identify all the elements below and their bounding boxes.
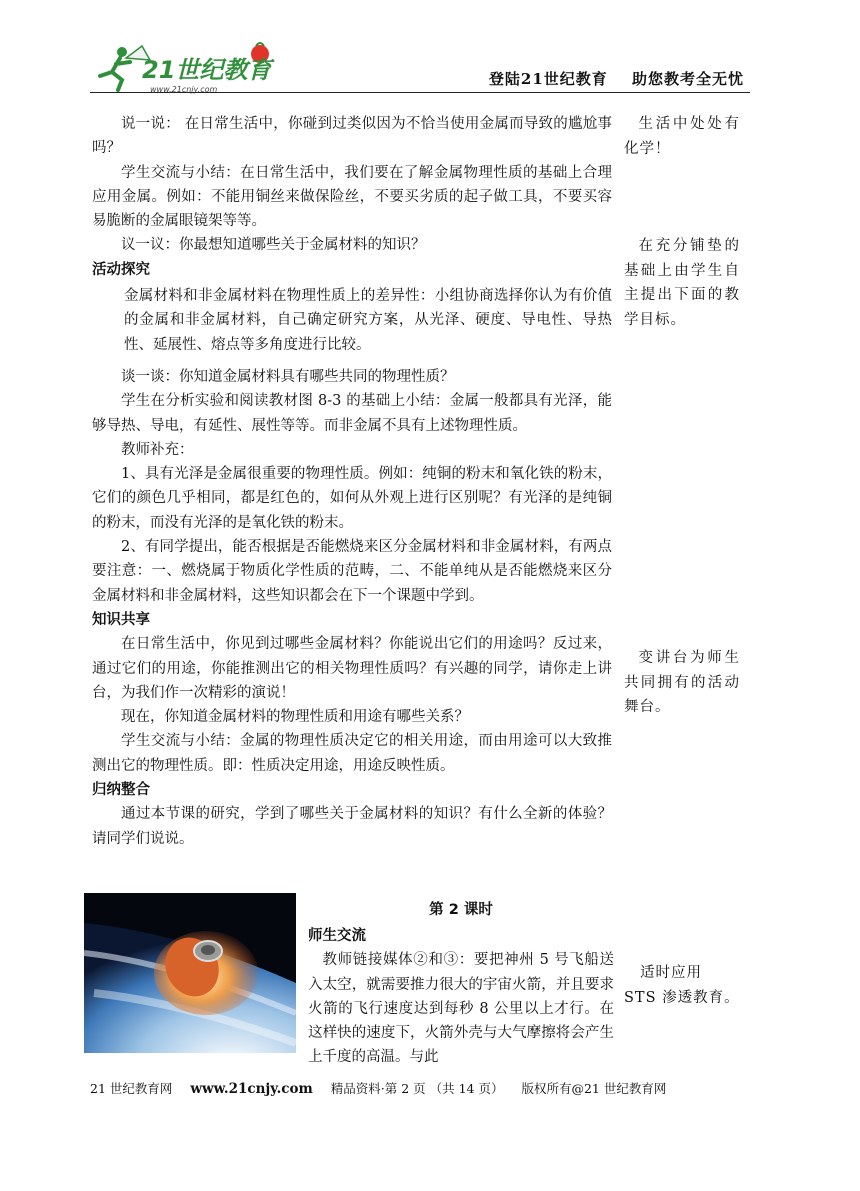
paragraph: 现在，你知道金属材料的物理性质和用途有哪些关系？ (121, 709, 469, 726)
logo-text: 21世纪教育 (142, 56, 272, 84)
paragraph: 谈一谈：你知道金属材料具有哪些共同的物理性质？ (121, 368, 455, 385)
paragraph: 在日常生活中，你见到过哪些金属材料？你能说出它们的用途吗？反过来，通过它们的用途，你能推测出它的相关物理性质吗？有兴趣的同学，请你走上讲台，为我们作一次精彩的演说！ (92, 636, 612, 701)
section-heading-activity: 活动探究 (92, 261, 150, 278)
paragraph: 议一议：你最想知道哪些关于金属材料的知识？ (121, 237, 426, 254)
header-divider (90, 92, 750, 93)
paragraph: 学生交流与小结：金属的物理性质决定它的相关用途，而由用途可以大致推测出它的物理性质。即：性质决定用途，用途反映性质。 (92, 733, 612, 774)
section-heading-summary: 归纳整合 (92, 782, 150, 799)
paragraph: 说一说： 在日常生活中，你碰到过类似因为不恰当使用金属而导致的尴尬事吗？ (92, 116, 612, 157)
footer-page-info: 精品资料·第 2 页 （共 14 页） (330, 1081, 504, 1096)
footer-site-name: 21 世纪教育网 (90, 1081, 173, 1096)
paragraph: 1、具有光泽是金属很重要的物理性质。例如：纯铜的粉末和氧化铁的粉末，它们的颜色几乎相同，都是红色的，如何从外观上进行区别呢？有光泽的是纯铜的粉末，而没有光泽的是氧化铁的粉末。 (92, 466, 612, 531)
paragraph: 通过本节课的研究，学到了哪些关于金属材料的知识？有什么全新的体验？请同学们说说。 (92, 806, 612, 847)
main-content (92, 112, 612, 851)
section-heading-exchange: 师生交流 (308, 928, 366, 945)
lesson-2-section (308, 898, 614, 1069)
paragraph: 学生交流与小结：在日常生活中，我们要在了解金属物理性质的基础上合理应用金属。例如：不能用铜丝来做保险丝，不要买劣质的起子做工具，不要买容易脆断的金属眼镜架等等。 (92, 164, 612, 230)
side-note: 在充分铺垫的基础上由学生自主提出下面的教学目标。 (624, 238, 740, 328)
side-note: 生活中处处有化学！ (624, 116, 740, 157)
side-note: 变讲台为师生共同拥有的活动舞台。 (624, 650, 740, 715)
header-slogan: 登陆21世纪教育 助您教考全无忧 (488, 70, 744, 88)
site-logo[interactable] (90, 40, 290, 96)
page-header (90, 40, 750, 96)
activity-description: 金属材料和非金属材料在物理性质上的差异性：小组协商选择你认为有价值的金属和非金属材料，自己确定研究方案，从光泽、硬度、导电性、导热性、延展性、熔点等多角度进行比较。 (124, 288, 612, 353)
section-heading-share: 知识共享 (92, 611, 150, 628)
paragraph: 教师补充： (121, 441, 194, 458)
side-note-line: STS 渗透教育。 (624, 989, 740, 1006)
spacecraft-reentry-image (84, 893, 296, 1053)
paragraph: 2、有同学提出，能否根据是否能燃烧来区分金属材料和非金属材料，有两点要注意：一、燃烧属于物质化学性质的范畴，二、不能单纯从是否能燃烧来区分金属材料和非金属材料，这些知识都会在下一个课题中学到。 (92, 539, 612, 604)
footer-copyright: 版权所有@21 世纪教育网 (521, 1081, 667, 1096)
logo-url: www.21cnjy.com (150, 85, 218, 94)
paragraph: 学生在分析实验和阅读教材图 8-3 的基础上小结：金属一般都具有光泽，能够导热、导电，有延性、展性等等。而非金属不具有上述物理性质。 (92, 393, 612, 434)
lesson-title: 第 2 课时 (429, 902, 493, 918)
side-note (624, 961, 740, 1010)
paragraph: 教师链接媒体②和③：要把神州 5 号飞船送入太空，就需要推力很大的宇宙火箭，并且要求火箭的飞行速度达到每秒 8 公里以上才行。在这样快的速度下，火箭外壳与大气摩擦将会产生上千度的高温。与此 (308, 952, 614, 1066)
page-footer (90, 1079, 680, 1097)
footer-url-link[interactable]: www.21cnjy.com (190, 1081, 313, 1097)
side-note-line: 适时应用 (640, 965, 702, 981)
